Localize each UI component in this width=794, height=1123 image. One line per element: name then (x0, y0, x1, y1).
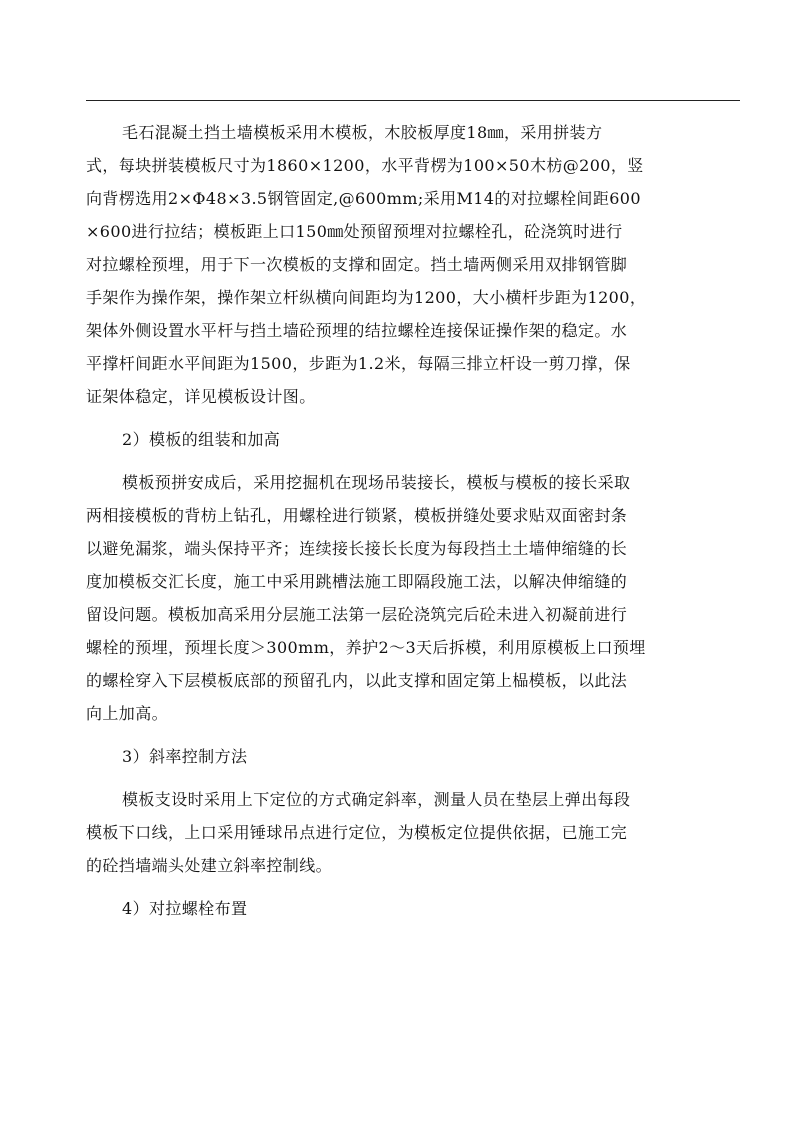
text-line: 对拉螺栓预埋，用于下一次模板的支撑和固定。挡土墙两侧采用双排钢管脚 (86, 255, 628, 274)
text-line: 模板下口线，上口采用锤球吊点进行定位，为模板定位提供依据，已施工完 (86, 823, 628, 842)
text-line: 的螺栓穿入下层模板底部的预留孔内，以此支撑和固定第上榀模板，以此法 (86, 671, 628, 690)
paragraph-slope-control (86, 783, 740, 882)
paragraph-assembly (86, 466, 740, 730)
text-line: 的砼挡墙端头处建立斜率控制线。 (86, 856, 333, 875)
text-line: 手架作为操作架，操作架立杆纵横向间距均为1200，大小横杆步距为1200， (86, 288, 647, 307)
text-line: 模板支设时采用上下定位的方式确定斜率，测量人员在垫层上弹出每段 (122, 790, 631, 809)
text-line: 留设问题。模板加高采用分层施工法第一层砼浇筑完后砼未进入初凝前进行 (86, 605, 628, 624)
text-line: 度加模板交汇长度，施工中采用跳槽法施工即隔段施工法，以解决伸缩缝的 (86, 572, 628, 591)
header-rule (86, 100, 740, 101)
section-heading-slope-control: 3）斜率控制方法 (122, 747, 248, 766)
text-line: 证架体稳定，详见模板设计图。 (86, 387, 316, 406)
text-line: 毛石混凝土挡土墙模板采用木模板，木胶板厚度18㎜，采用拼装方 (122, 123, 603, 142)
text-line: 模板预拼安成后，采用挖掘机在现场吊装接长，模板与模板的接长采取 (122, 473, 631, 492)
text-line: 平撑杆间距水平间距为1500，步距为1.2米，每隔三排立杆设一剪刀撑，保 (86, 354, 631, 373)
text-line: 式，每块拼装模板尺寸为1860×1200，水平背楞为100×50木枋@200，竖 (86, 156, 644, 175)
text-line: 两相接模板的背枋上钻孔，用螺栓进行锁紧，模板拼缝处要求贴双面密封条 (86, 506, 628, 525)
text-line: 向背楞选用2×Φ48×3.5钢管固定,@600mm;采用M14的对拉螺栓间距600 (86, 189, 641, 208)
section-heading-tie-bolts: 4）对拉螺栓布置 (122, 899, 248, 918)
paragraph-formwork-intro (86, 116, 740, 413)
text-line: 以避免漏浆，端头保持平齐；连续接长接长长度为每段挡土土墙伸缩缝的长 (86, 539, 628, 558)
text-line: 向上加高。 (86, 704, 169, 723)
section-heading-assembly: 2）模板的组装和加高 (122, 430, 281, 449)
text-line: ×600进行拉结；模板距上口150㎜处预留预埋对拉螺栓孔，砼浇筑时进行 (86, 222, 623, 241)
document-body (86, 116, 740, 925)
text-line: 架体外侧设置水平杆与挡土墙砼预埋的结拉螺栓连接保证操作架的稳定。水 (86, 321, 628, 340)
text-line: 螺栓的预埋，预埋长度＞300mm，养护2～3天后拆模，利用原模板上口预埋 (86, 638, 646, 657)
